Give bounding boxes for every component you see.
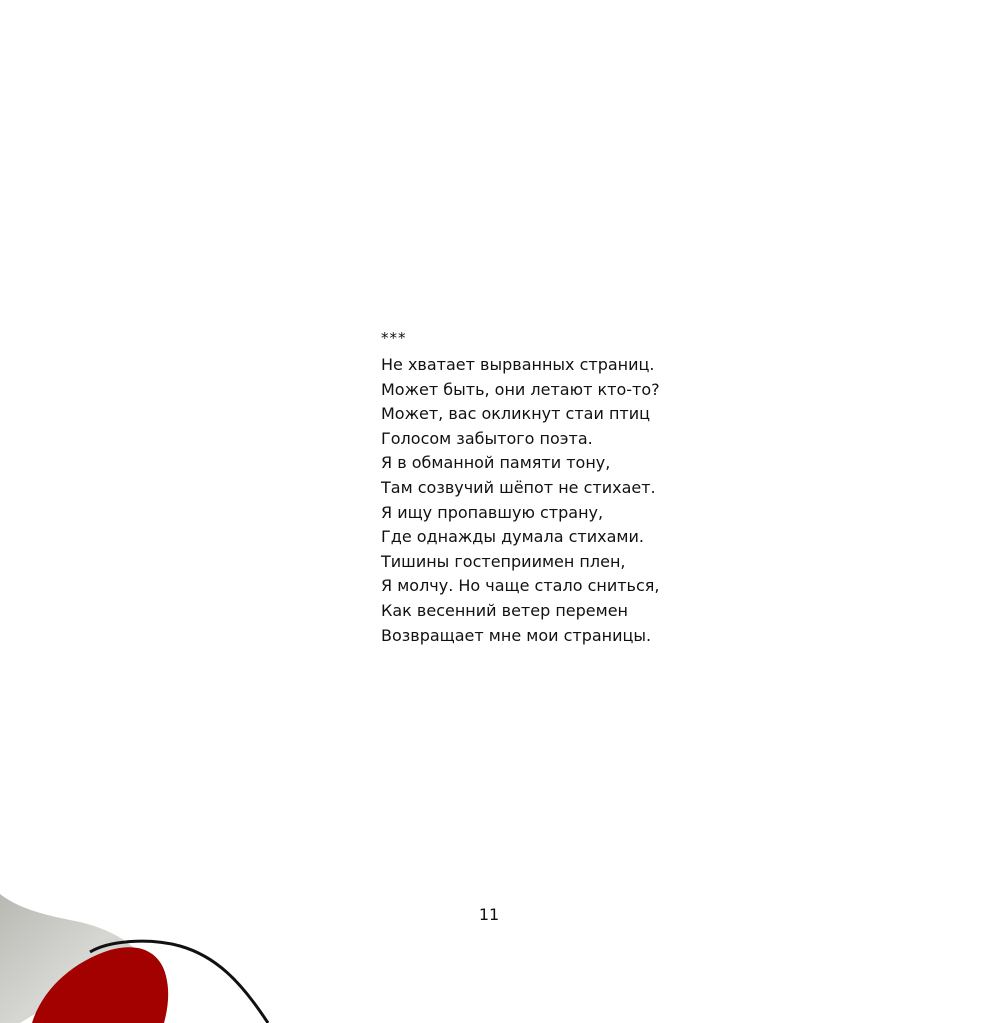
poem-line: Как весенний ветер перемен	[381, 600, 628, 620]
poem-separator-mark: ***	[381, 329, 407, 347]
poem-line: Не хватает вырванных страниц.	[381, 355, 655, 374]
poem-line: Может быть, они летают кто-то?	[381, 379, 660, 399]
poem	[381, 327, 801, 648]
poem-line: Тишины гостеприимен плен,	[381, 551, 626, 571]
poem-line: Может, вас окликнут стаи птиц	[381, 404, 651, 424]
poem-line: Там созвучий шёпот не стихает.	[381, 477, 656, 497]
decorative-illustration	[0, 880, 300, 1023]
poem-line: Я молчу. Но чаще стало сниться,	[381, 576, 660, 596]
page-number: 11	[478, 905, 500, 924]
poem-line: Возвращает мне мои страницы.	[381, 625, 652, 645]
poem-lines	[381, 353, 801, 648]
poem-line: Где однажды думала стихами.	[381, 527, 644, 547]
poem-line: Я в обманной памяти тону,	[381, 453, 611, 473]
poem-line: Я ищу пропавшую страну,	[381, 502, 604, 522]
poem-line: Голосом забытого поэта.	[381, 428, 593, 448]
